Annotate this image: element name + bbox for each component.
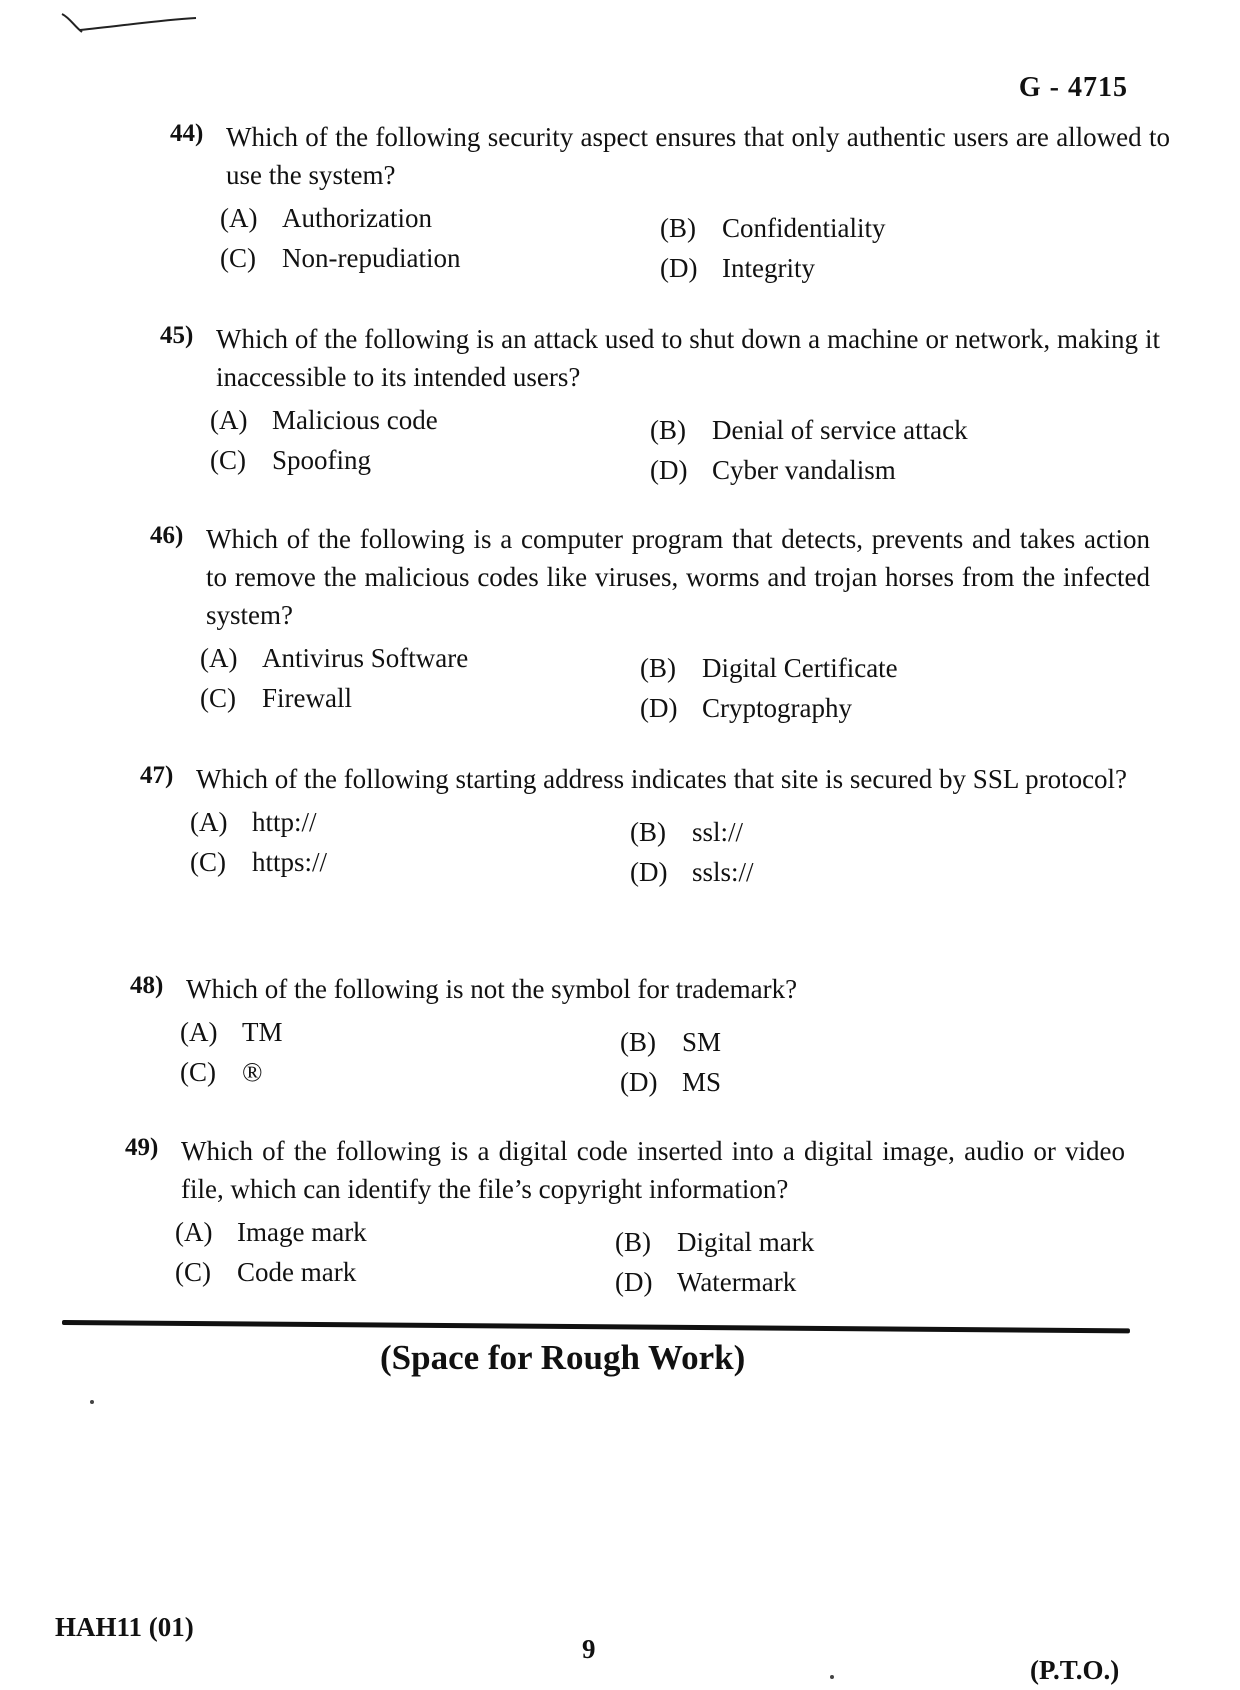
option-b: (B) Confidentiality: [660, 213, 886, 243]
option-d: (D) Cyber vandalism: [650, 455, 896, 485]
question-text: Which of the following is a digital code inserted into a digital image, audio or video file, which can identify the file’s copyright information?: [181, 1136, 1125, 1204]
question-number: 44): [170, 120, 204, 147]
option-c: (C) https://: [190, 847, 328, 877]
question-text: Which of the following security aspect ensures that only authentic users are allowed to use the system?: [226, 122, 1170, 190]
question-46: [150, 520, 1150, 723]
question-text: Which of the following is an attack used to shut down a machine or network, making it inaccessible to its intended users?: [216, 324, 1160, 392]
question-49: [125, 1132, 1125, 1297]
option-c: (C) Non-repudiation: [220, 243, 461, 273]
speck: [830, 1675, 834, 1679]
speck: [90, 1400, 94, 1404]
paper-set-code: G - 4715: [1018, 72, 1128, 103]
option-b: (B) Denial of service attack: [650, 415, 968, 445]
option-c: (C) Spoofing: [210, 445, 372, 475]
pen-scribble-mark: [60, 8, 200, 38]
option-b: (B) Digital Certificate: [640, 653, 898, 683]
question-number: 47): [140, 762, 174, 789]
option-c: (C) Firewall: [200, 683, 352, 713]
option-b: (B) Digital mark: [615, 1227, 815, 1257]
paper-code: HAH11 (01): [55, 1612, 194, 1642]
option-d: (D) Watermark: [615, 1267, 797, 1297]
question-text: Which of the following is a computer program that detects, prevents and takes action to remove the malicious codes like viruses, worms and trojan horses from the infected system?: [206, 524, 1150, 630]
question-48: [130, 970, 1130, 1097]
question-number: 48): [130, 972, 164, 999]
options: [200, 640, 1150, 723]
option-c: (C) Code mark: [175, 1257, 357, 1287]
option-d: (D) MS: [620, 1067, 722, 1097]
options: [220, 200, 1170, 283]
options: [180, 1014, 1130, 1097]
question-number: 45): [160, 322, 194, 349]
options: [190, 804, 1140, 887]
option-b: (B) ssl://: [630, 817, 744, 847]
option-a: (A) Authorization: [220, 203, 432, 233]
option-a: (A) Image mark: [175, 1217, 367, 1247]
option-d: (D) Cryptography: [640, 693, 852, 723]
question-47: [140, 760, 1140, 887]
question-number: 46): [150, 522, 184, 549]
option-b: (B) SM: [620, 1027, 722, 1057]
option-d: (D) ssls://: [630, 857, 754, 887]
option-d: (D) Integrity: [660, 253, 815, 283]
section-divider: [62, 1320, 1130, 1333]
rough-work-heading: (Space for Rough Work): [380, 1338, 746, 1377]
options: [210, 402, 1160, 485]
question-number: 49): [125, 1134, 159, 1161]
question-45: [160, 320, 1160, 485]
option-c: (C) ®: [180, 1057, 263, 1087]
options: [175, 1214, 1125, 1297]
option-a: (A) TM: [180, 1017, 283, 1047]
page-number: 9: [582, 1634, 596, 1664]
question-44: [170, 118, 1170, 283]
option-a: (A) Malicious code: [210, 405, 438, 435]
question-text: Which of the following starting address indicates that site is secured by SSL protocol?: [196, 764, 1128, 794]
option-a: (A) http://: [190, 807, 317, 837]
pto-note: (P.T.O.): [1030, 1655, 1120, 1685]
option-a: (A) Antivirus Software: [200, 643, 469, 673]
question-text: Which of the following is not the symbol for trademark?: [186, 974, 798, 1004]
